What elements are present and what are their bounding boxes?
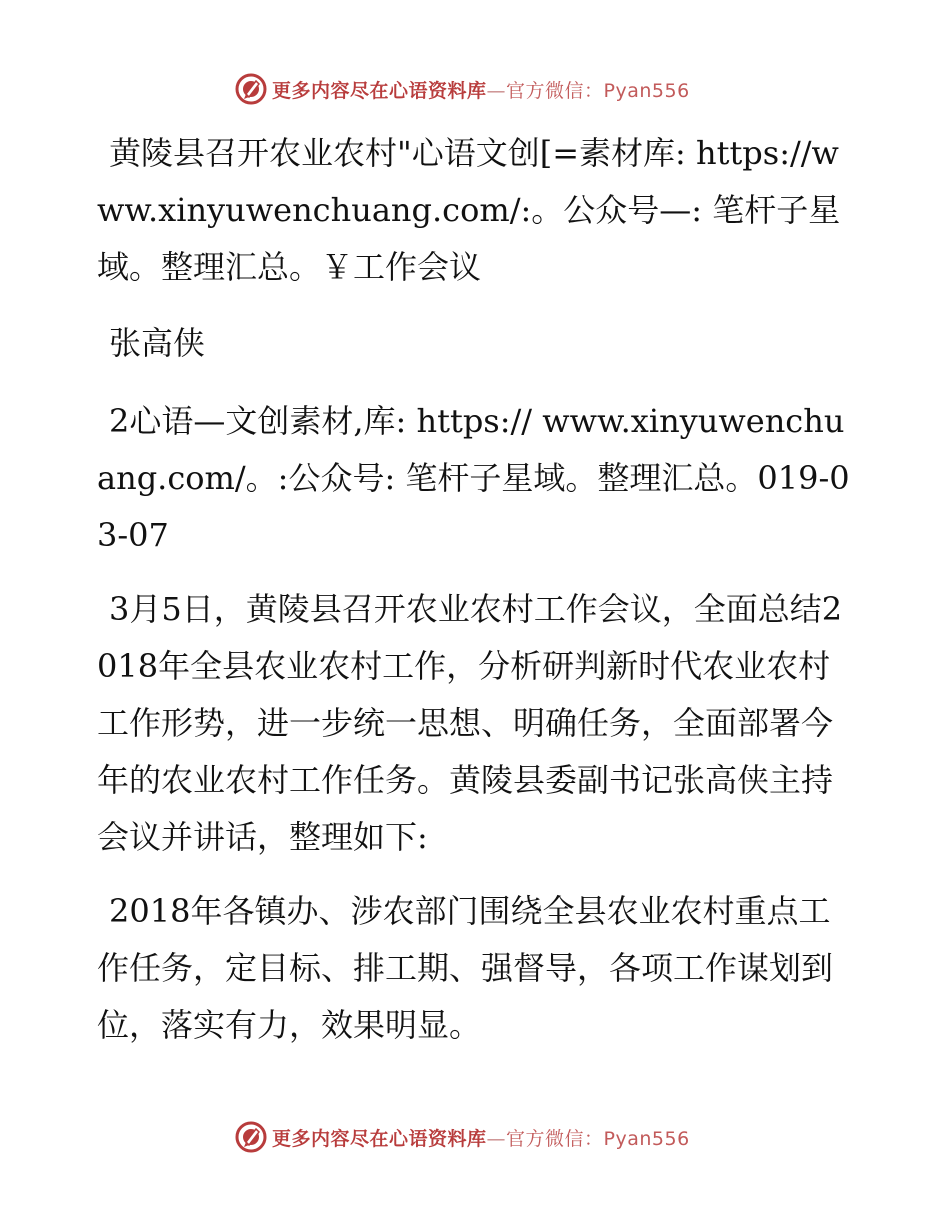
banner-account: Pyan556 — [603, 1128, 690, 1150]
footer-watermark-banner — [0, 1120, 950, 1160]
banner-label: 官方微信： — [506, 1128, 604, 1150]
pen-logo-icon — [234, 72, 268, 106]
body-paragraph: 2018年各镇办、涉农部门围绕全县农业农村重点工作任务，定目标、排工期、强督导，各项工作谋划到位，落实有力，效果明显。 — [97, 892, 834, 1044]
document-body — [97, 125, 857, 1070]
banner-main-text: 更多内容尽在心语资料库 — [272, 1128, 487, 1150]
body-paragraph: 3月5日，黄陵县召开农业农村工作会议，全面总结2018年全县农业农村工作，分析研判新时代农业农村工作形势，进一步统一思想、明确任务，全面部署今年的农业农村工作任务。黄陵县委副书记张高侠主持会议并讲话，整理如下: — [97, 590, 843, 856]
banner-account: Pyan556 — [603, 80, 690, 102]
banner-separator: — — [486, 80, 507, 102]
author-line: 张高侠 — [109, 324, 206, 362]
source-date-paragraph: 2心语—文创素材,库: https:// www.xinyuwenchuang.com/。:公众号: 笔杆子星域。整理汇总。019-03-07 — [97, 402, 850, 554]
document-title-paragraph: 黄陵县召开农业农村"心语文创[=素材库: https://www.xinyuwenchuang.com/:。公众号—: 笔杆子星域。整理汇总。￥工作会议 — [97, 134, 841, 286]
banner-main-text: 更多内容尽在心语资料库 — [272, 80, 487, 102]
pen-logo-icon — [234, 1120, 268, 1154]
banner-label: 官方微信： — [506, 80, 604, 102]
header-watermark-banner — [0, 72, 950, 112]
banner-separator: — — [486, 1128, 507, 1150]
